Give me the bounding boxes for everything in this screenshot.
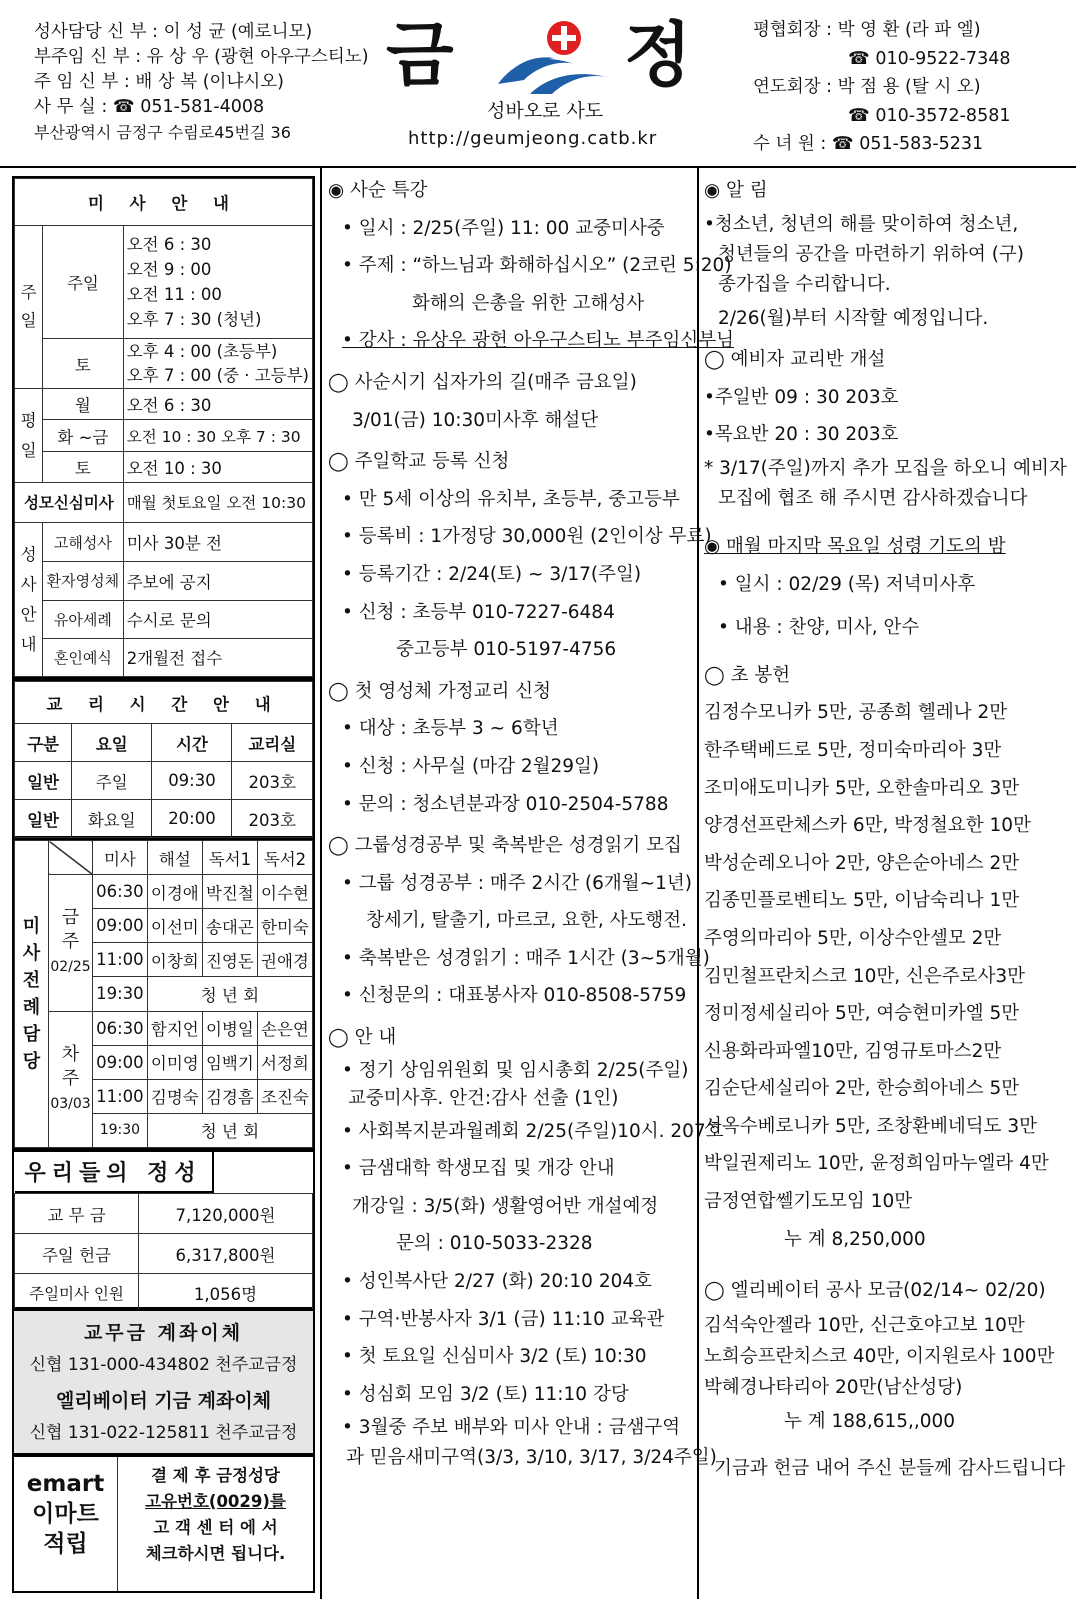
- liturgy-cell: 진영돈: [202, 943, 257, 977]
- catechism-header: 요일: [72, 724, 152, 762]
- header-left-line: 사 무 실 : ☎ 051-581-4008: [34, 97, 265, 117]
- transfer-account: 신협 131-022-125811 천주교금정: [29, 1423, 298, 1443]
- column-divider: [320, 168, 322, 1599]
- notice-item: • 금샘대학 학생모집 및 개강 안내: [342, 1158, 615, 1180]
- liturgy-time: 11:00: [93, 943, 148, 977]
- liturgy-time: 06:30: [93, 875, 148, 909]
- catechism-cell: 203호: [232, 762, 313, 800]
- emart-name-kr: 이마트: [32, 1501, 99, 1527]
- mass-time: 오후 7 : 30 (청년): [126, 310, 262, 330]
- donor-line: 박성순레오니아 2만, 양은순아네스 2만: [704, 852, 1020, 874]
- emart-name: emart: [26, 1471, 105, 1497]
- liturgy-cell: 임백기: [202, 1045, 257, 1079]
- notice-item: 청년들의 공간을 마련하기 위하여 (구): [718, 243, 1025, 265]
- sacrament-label: 혼인예식: [43, 638, 124, 676]
- emart-line: 고 객 센 터 에 서: [153, 1518, 278, 1537]
- liturgy-time: 19:30: [93, 1113, 148, 1147]
- sacrament-value: 미사 30분 전: [123, 523, 312, 562]
- offering-value: 6,317,800원: [139, 1234, 313, 1274]
- notice-item: • 등록비 : 1가정당 30,000원 (2인이상 무료): [342, 526, 712, 548]
- liturgy-youth-cell: 청 년 회: [147, 1113, 312, 1147]
- liturgy-cell: 박진철: [202, 875, 257, 909]
- weekday-time: 오전 10 : 30 오후 7 : 30: [123, 420, 312, 451]
- liturgy-time: 06:30: [93, 1011, 148, 1045]
- transfer-title: 엘리베이터 기금 계좌이체: [55, 1390, 272, 1412]
- heart-mass-value: 매월 첫토요일 오전 10:30: [123, 482, 312, 522]
- emart-line: 고유번호(0029)를: [145, 1492, 286, 1511]
- catechism-header: 구분: [15, 724, 72, 762]
- header-left-line: 성사담당 신 부 : 이 성 균 (예로니모): [34, 22, 313, 42]
- notice-item: • 신청문의 : 대표봉사자 010-8508-5759: [342, 985, 687, 1007]
- notice-item: • 문의 : 청소년분과장 010-2504-5788: [342, 793, 669, 815]
- donor-line: 정미정세실리아 5만, 여승현미카엘 5만: [704, 1003, 1020, 1025]
- header: [0, 0, 1076, 168]
- sacrament-group-label: 성사안내: [15, 523, 43, 677]
- header-right-line: 수 녀 원 : ☎ 051-583-5231: [753, 134, 984, 154]
- notice-item: • 정기 상임위원회 및 임시총회 2/25(주일): [342, 1059, 689, 1081]
- catechism-cell: 09:30: [152, 762, 232, 800]
- emart-box: [12, 1455, 315, 1593]
- emart-logo: [14, 1457, 118, 1591]
- donor-line: 한주택베드로 5만, 정미숙마리아 3만: [704, 739, 1002, 761]
- liturgy-cell: 이수현: [257, 875, 312, 909]
- notice-heading: ◉ 사순 특강: [328, 180, 428, 201]
- liturgy-header: 해설: [147, 841, 202, 875]
- emart-point: 적립: [43, 1531, 88, 1557]
- notice-item: 2/26(월)부터 시작할 예정입니다.: [718, 307, 989, 329]
- notice-item: • 대상 : 초등부 3 ~ 6학년: [342, 718, 559, 740]
- notice-item: • 성심회 모임 3/2 (토) 11:10 강당: [342, 1383, 629, 1405]
- notice-item: • 3월중 주보 배부와 미사 안내 : 금샘구역: [342, 1417, 681, 1439]
- weekday-day: 토: [43, 451, 124, 482]
- mass-info-title: 미 사 안 내: [15, 179, 313, 226]
- donor-line: 서옥수베로니카 5만, 조창환베네딕도 3만: [704, 1115, 1038, 1137]
- sacrament-label: 유아세례: [43, 600, 124, 638]
- notice-item: 종가집을 수리합니다.: [718, 273, 891, 295]
- notice-heading: ◯ 예비자 교리반 개설: [704, 349, 886, 371]
- weekday-time: 오전 10 : 30: [123, 451, 312, 482]
- header-address: 부산광역시 금정구 수림로45번길 36: [34, 123, 291, 142]
- donor-line: 김민철프란치스코 10만, 신은주로사3만: [704, 965, 1026, 987]
- notice-item: • 만 5세 이상의 유치부, 초등부, 중고등부: [342, 488, 680, 510]
- notice-heading: ◯ 사순시기 십자가의 길(매주 금요일): [328, 371, 637, 393]
- notice-item: • 내용 : 찬양, 미사, 안수: [718, 617, 920, 639]
- emart-line: 체크하시면 됩니다.: [145, 1544, 286, 1563]
- liturgy-duty-box: [12, 838, 315, 1150]
- weekday-group-label: 평일: [15, 389, 43, 483]
- parish-logo-icon: [490, 14, 618, 100]
- column-divider: [697, 168, 699, 1599]
- notice-item: • 첫 토요일 신심미사 3/2 (토) 10:30: [342, 1346, 647, 1368]
- liturgy-time: 09:00: [93, 1045, 148, 1079]
- liturgy-cell: 김경흠: [202, 1079, 257, 1113]
- account-transfer-box: [12, 1309, 315, 1455]
- notice-item: 모집에 협조 해 주시면 감사하겠습니다: [718, 487, 1028, 509]
- notice-heading: ◯ 주일학교 등록 신청: [328, 451, 510, 473]
- liturgy-cell: 조진숙: [257, 1079, 312, 1113]
- notice-item: • 일시 : 02/29 (목) 저녁미사후: [718, 573, 976, 595]
- liturgy-cell: 송대곤: [202, 909, 257, 943]
- notice-item: 개강일 : 3/5(화) 생활영어반 개설예정: [352, 1195, 659, 1217]
- sacrament-value: 2개월전 접수: [123, 638, 312, 676]
- liturgy-header: 독서2: [257, 841, 312, 875]
- liturgy-time: 11:00: [93, 1079, 148, 1113]
- catechism-cell: 일반: [15, 762, 72, 800]
- sacrament-value: 주보에 공지: [123, 562, 312, 600]
- notice-item: • 사회복지분과월례회 2/25(주일)10시. 207호: [342, 1120, 724, 1142]
- notice-item: • 강사 : 유상우 광헌 아우구스티노 부주임신부님: [342, 330, 734, 352]
- offering-label: 주일미사 인원: [15, 1274, 139, 1313]
- weekday-day: 화 ~금: [43, 420, 124, 451]
- transfer-title: 교무금 계좌이체: [83, 1322, 244, 1344]
- liturgy-cell: 이경애: [147, 875, 202, 909]
- week1-date: 02/25: [50, 959, 91, 976]
- notice-item: 창세기, 탈출기, 마르코, 요한, 사도행전.: [366, 910, 687, 932]
- catechism-box: [12, 679, 315, 838]
- weekday-day: 월: [43, 389, 124, 420]
- notice-item: •주일반 09 : 30 203호: [704, 386, 899, 408]
- notice-item: •청소년, 청년의 해를 맞이하여 청소년,: [704, 213, 1019, 235]
- donor-line: 김석숙안젤라 10만, 신근호야고보 10만: [704, 1314, 1025, 1336]
- sacrament-value: 수시로 문의: [123, 600, 312, 638]
- header-right-line: 연도회장 : 박 점 용 (탈 시 오): [753, 77, 981, 97]
- emart-instructions: [118, 1457, 313, 1591]
- donor-line: 김순단세실리아 2만, 한승희아네스 5만: [704, 1078, 1020, 1100]
- saturday-label: 토: [43, 338, 124, 388]
- week1-label: [49, 875, 93, 1011]
- week2-name: 차주: [61, 1043, 80, 1089]
- liturgy-time: 09:00: [93, 909, 148, 943]
- header-left-line: 주 임 신 부 : 배 상 복 (이냐시오): [34, 72, 285, 92]
- header-left-info: [34, 20, 369, 145]
- notice-item: • 축복받은 성경읽기 : 매주 1시간 (3~5개월): [342, 947, 710, 969]
- liturgy-cell: 이미영: [147, 1045, 202, 1079]
- notice-heading: ◉ 알 림: [704, 180, 768, 201]
- liturgy-cell: 권애경: [257, 943, 312, 977]
- notice-item: 중고등부 010-5197-4756: [396, 639, 617, 661]
- catechism-header: 교리실: [232, 724, 313, 762]
- parish-url-link[interactable]: http://geumjeong.catb.kr: [408, 128, 658, 149]
- middle-notices: [328, 172, 734, 1473]
- mass-time: 오전 11 : 00: [126, 285, 222, 305]
- notice-item: • 그룹 성경공부 : 매주 2시간 (6개월~1년): [342, 872, 692, 894]
- catechism-header: 시간: [152, 724, 232, 762]
- mass-time: 오전 9 : 00: [126, 260, 212, 280]
- notice-item: •목요반 20 : 30 203호: [704, 424, 899, 446]
- header-left-line: 부주임 신 부 : 유 상 우 (광현 아우구스티노): [34, 47, 369, 67]
- donor-line: 노희승프란치스코 40만, 이지원로사 100만: [704, 1345, 1055, 1367]
- notice-item: • 구역·반봉사자 3/1 (금) 11:10 교육관: [342, 1308, 665, 1330]
- donation-total: 누 계 8,250,000: [784, 1228, 926, 1250]
- donor-line: 박혜경나타리아 20만(남산성당): [704, 1376, 963, 1398]
- header-right-line: ☎ 010-3572-8581: [848, 105, 1011, 126]
- catechism-cell: 화요일: [72, 800, 152, 838]
- liturgy-cell: 이창희: [147, 943, 202, 977]
- week1-name: 금주: [61, 907, 80, 953]
- right-notices: [704, 172, 1072, 1488]
- header-right-info: [753, 16, 1010, 159]
- offering-box: [12, 1150, 315, 1309]
- donor-line: 양경선프란체스카 6만, 박정철요한 10만: [704, 815, 1031, 837]
- liturgy-time: 19:30: [93, 977, 148, 1011]
- liturgy-cell: 서정희: [257, 1045, 312, 1079]
- liturgy-cell: 이선미: [147, 909, 202, 943]
- offering-label: 교 무 금: [15, 1194, 139, 1234]
- notice-item: • 신청 : 사무실 (마감 2월29일): [342, 755, 600, 777]
- donor-line: 박일권제리노 10만, 윤정희임마누엘라 4만: [704, 1153, 1049, 1175]
- notice-item: • 신청 : 초등부 010-7227-6484: [342, 601, 615, 623]
- notice-item: 3/01(금) 10:30미사후 해설단: [352, 409, 599, 431]
- notice-item: 문의 : 010-5033-2328: [396, 1233, 593, 1255]
- notice-heading: ◯ 안 내: [328, 1027, 397, 1049]
- notice-item: * 3/17(주일)까지 추가 모집을 하오니 예비자: [704, 457, 1067, 479]
- liturgy-cell: 한미숙: [257, 909, 312, 943]
- sacrament-label: 고해성사: [43, 523, 124, 562]
- liturgy-cell: 함지언: [147, 1011, 202, 1045]
- catechism-title: 교 리 시 간 안 내: [15, 682, 313, 724]
- mass-time: 오전 6 : 30: [126, 235, 212, 255]
- donor-line: 김정수모니카 5만, 공종희 헬레나 2만: [704, 702, 1008, 724]
- donor-line: 조미애도미니카 5만, 오한솔마리오 3만: [704, 777, 1020, 799]
- liturgy-header: 독서1: [202, 841, 257, 875]
- transfer-account: 신협 131-000-434802 천주교금정: [29, 1355, 298, 1375]
- notice-item: 화해의 은총을 위한 고해성사: [412, 292, 645, 314]
- week2-label: [49, 1011, 93, 1147]
- notice-heading: ◯ 엘리베이터 공사 모금(02/14~ 02/20): [704, 1280, 1046, 1302]
- thanks-line: 기금과 헌금 내어 주신 분들께 감사드립니다: [714, 1458, 1066, 1480]
- header-right-line: ☎ 010-9522-7348: [848, 48, 1011, 69]
- catechism-cell: 203호: [232, 800, 313, 838]
- liturgy-corner-cell: [49, 841, 93, 875]
- mass-time: 오후 7 : 00 (중 · 고등부): [126, 365, 309, 385]
- liturgy-group-label: 미사전례담당: [15, 841, 49, 1148]
- notice-item: • 주제 : “하느님과 화해하십시오” (2코린 5:20): [342, 255, 732, 277]
- donor-line: 신용화라파엘10만, 김영규토마스2만: [704, 1040, 1002, 1062]
- donor-line: 김종민플로벤티노 5만, 이남숙리나 1만: [704, 890, 1020, 912]
- sacrament-label: 환자영성체: [43, 562, 124, 600]
- offering-title: 우리들의 정성: [15, 1152, 214, 1193]
- notice-item: • 일시 : 2/25(주일) 11: 00 교중미사중: [342, 217, 665, 239]
- week2-date: 03/03: [50, 1095, 91, 1112]
- sunday-label: 주일: [43, 226, 124, 339]
- mass-info-box: [12, 176, 315, 679]
- notice-heading: ◯ 그룹성경공부 및 축복받은 성경읽기 모집: [328, 835, 682, 857]
- catechism-cell: 일반: [15, 800, 72, 838]
- notice-item: • 등록기간 : 2/24(토) ~ 3/17(주일): [342, 563, 642, 585]
- weekday-time: 오전 6 : 30: [123, 389, 312, 420]
- donor-line: 금정연합쎌기도모임 10만: [704, 1191, 913, 1213]
- notice-heading: ◯ 초 봉헌: [704, 664, 791, 686]
- notice-heading: ◉ 매월 마지막 목요일 성령 기도의 밤: [704, 535, 1006, 557]
- liturgy-cell: 김명숙: [147, 1079, 202, 1113]
- notice-heading: ◯ 첫 영성체 가정교리 신청: [328, 680, 551, 702]
- sunday-group-label: 주일: [15, 226, 43, 389]
- emart-line: 결 제 후 금정성당: [151, 1466, 280, 1485]
- liturgy-header: 미사: [93, 841, 148, 875]
- liturgy-cell: 이병일: [202, 1011, 257, 1045]
- notice-item: 교중미사후. 안건:감사 선출 (1인): [348, 1087, 619, 1109]
- notice-item: • 성인복사단 2/27 (화) 20:10 204호: [342, 1271, 653, 1293]
- liturgy-cell: 손은연: [257, 1011, 312, 1045]
- catechism-cell: 주일: [72, 762, 152, 800]
- title-right-char: 정: [624, 14, 692, 96]
- offering-value: 1,056명: [139, 1274, 313, 1313]
- offering-label: 주일 헌금: [15, 1234, 139, 1274]
- catechism-cell: 20:00: [152, 800, 232, 838]
- header-right-line: 평협회장 : 박 영 환 (라 파 엘): [753, 20, 981, 40]
- donor-line: 주영의마리아 5만, 이상수안셀모 2만: [704, 927, 1002, 949]
- offering-value: 7,120,000원: [139, 1194, 313, 1234]
- liturgy-youth-cell: 청 년 회: [147, 977, 312, 1011]
- mass-time: 오후 4 : 00 (초등부): [126, 341, 278, 361]
- title-left-char: 금: [386, 14, 454, 96]
- donation-total: 누 계 188,615,,000: [784, 1410, 956, 1432]
- notice-item: 과 믿음새미구역(3/3, 3/10, 3/17, 3/24주일): [346, 1447, 717, 1469]
- parish-subtitle: 성바오로 사도: [487, 100, 604, 122]
- heart-mass-label: 성모신심미사: [15, 482, 124, 522]
